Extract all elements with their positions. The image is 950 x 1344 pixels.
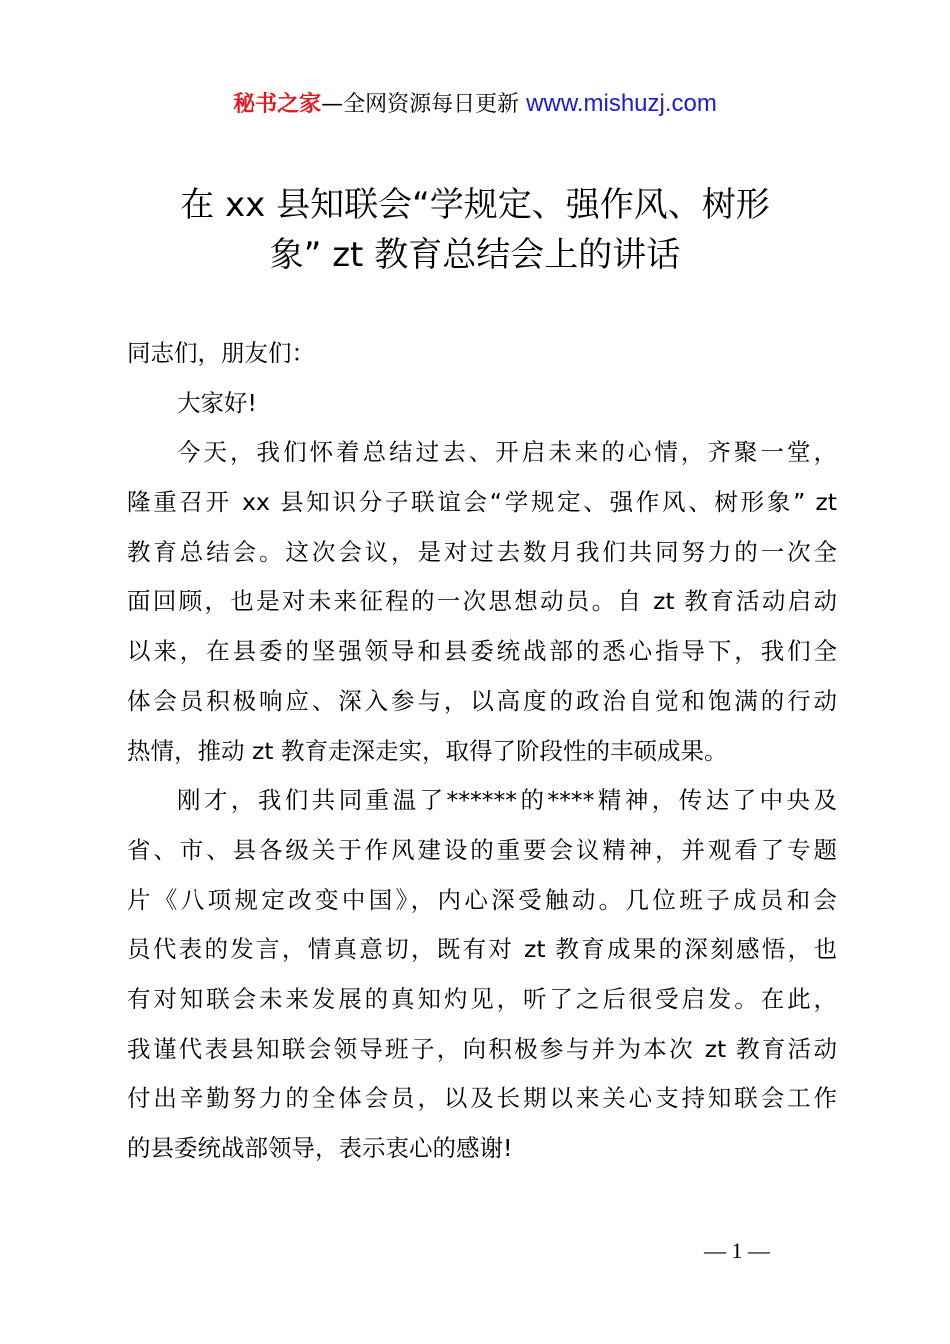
page-number-text: — 1 —	[704, 1238, 770, 1263]
title-line: 象” zt 教育总结会上的讲话	[269, 235, 681, 275]
paragraph	[127, 428, 837, 776]
text-line: 热情，推动 zt 教育走深走实，取得了阶段性的丰硕成果。	[127, 736, 728, 765]
text-line: 教育总结会。这次会议，是对过去数月我们共同努力的一次全	[127, 537, 837, 566]
site-header	[0, 88, 950, 121]
text-line: 隆重召开 xx 县知识分子联谊会“学规定、强作风、树形象” zt	[127, 488, 837, 517]
text-line: 今天，我们怀着总结过去、开启未来的心情，齐聚一堂，	[177, 438, 837, 467]
brand-name: 秘书之家	[233, 92, 322, 117]
paragraph	[127, 329, 837, 379]
text-line: 大家好!	[177, 388, 257, 417]
document-body	[127, 329, 837, 1174]
text-line: 我谨代表县知联会领导班子，向积极参与并为本次 zt 教育活动	[127, 1034, 837, 1063]
text-line: 以来，在县委的坚强领导和县委统战部的悉心指导下，我们全	[127, 637, 837, 666]
paragraph	[127, 379, 837, 429]
text-line: 刚才，我们共同重温了******的****精神，传达了中央及	[177, 786, 837, 815]
text-line: 片《八项规定改变中国》，内心深受触动。几位班子成员和会	[127, 885, 837, 914]
document-title	[0, 180, 950, 280]
text-line: 同志们，朋友们：	[127, 339, 315, 367]
text-line: 的县委统战部领导，表示衷心的感谢!	[127, 1134, 513, 1162]
text-line: 面回顾，也是对未来征程的一次思想动员。自 zt 教育活动启动	[127, 587, 837, 616]
text-line: 体会员积极响应、深入参与，以高度的政治自觉和饱满的行动	[127, 686, 837, 715]
title-line: 在 xx 县知联会“学规定、强作风、树形	[180, 185, 770, 225]
paragraph	[127, 776, 837, 1174]
header-tagline: —全网资源每日更新	[321, 92, 527, 117]
text-line: 员代表的发言，情真意切，既有对 zt 教育成果的深刻感悟，也	[127, 935, 837, 964]
text-line: 付出辛勤努力的全体会员，以及长期以来关心支持知联会工作	[127, 1084, 837, 1113]
site-url-link[interactable]: www.mishuzj.com	[526, 90, 717, 117]
text-line: 有对知联会未来发展的真知灼见，听了之后很受启发。在此，	[127, 984, 837, 1013]
text-line: 省、市、县各级关于作风建设的重要会议精神，并观看了专题	[127, 835, 837, 864]
